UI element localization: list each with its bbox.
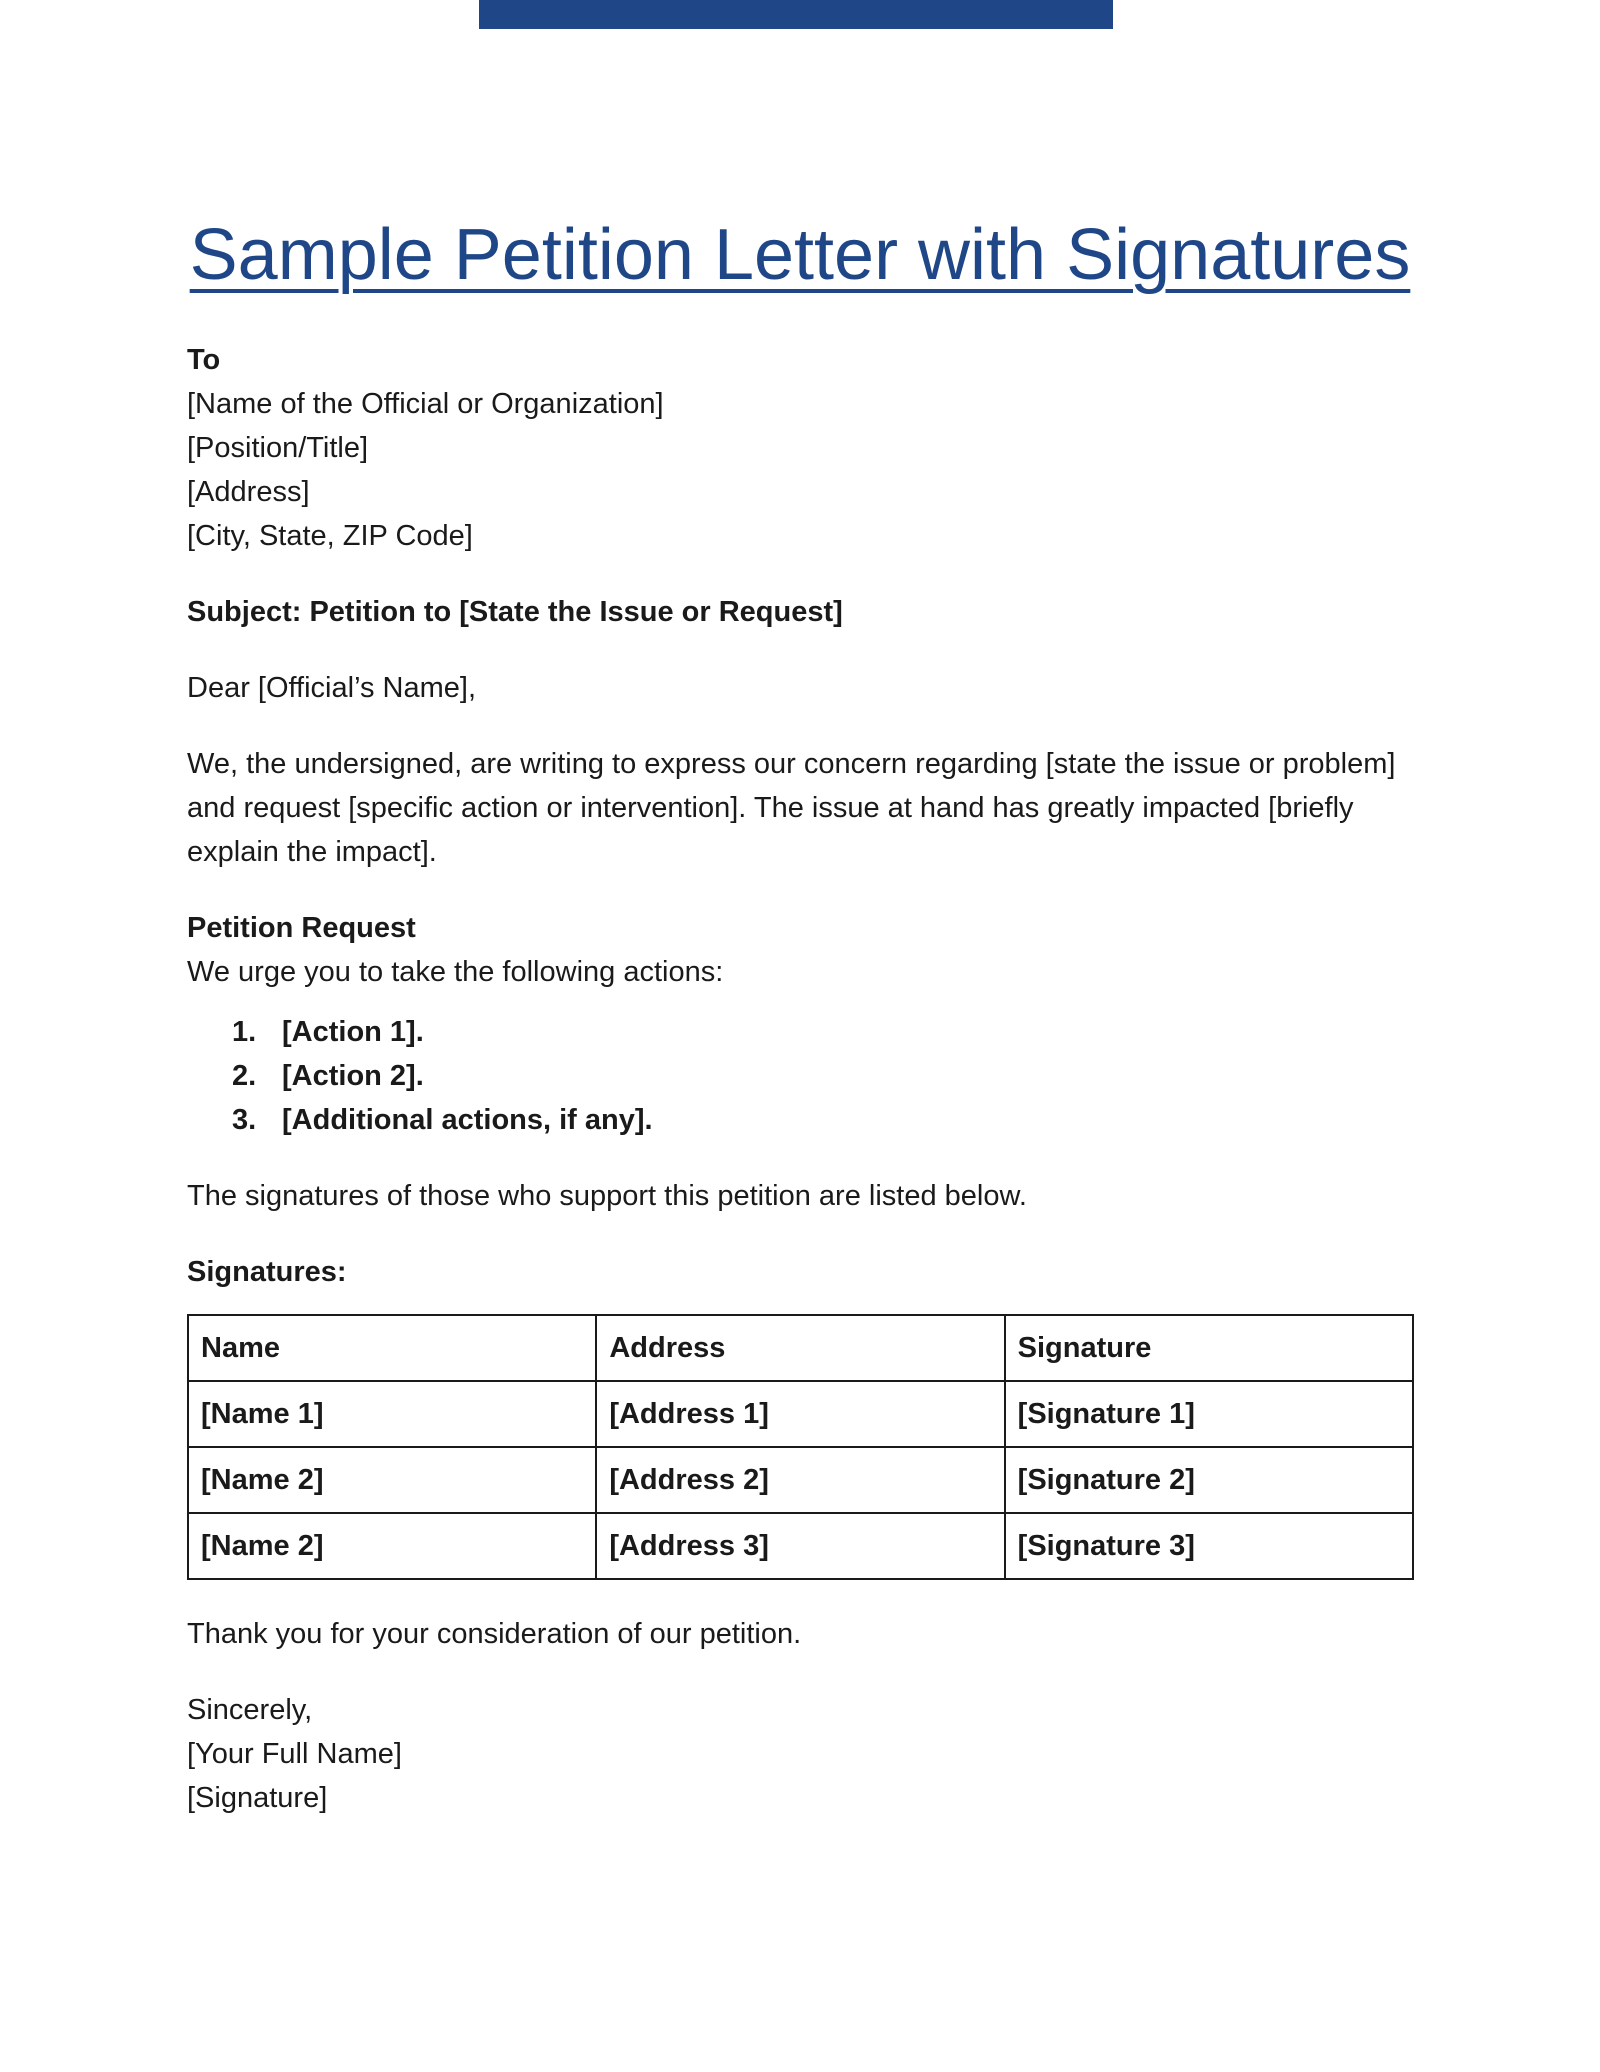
recipient-line: [Name of the Official or Organization] [187, 388, 664, 420]
signatures-intro: The signatures of those who support this petition are listed below. [187, 1180, 1027, 1212]
sender-name: [Your Full Name] [187, 1738, 402, 1770]
list-item: 1. [Action 1]. [232, 1016, 424, 1048]
table-cell: [Signature 2] [1005, 1447, 1413, 1513]
body-paragraph: We, the undersigned, are writing to express our concern regarding [state the issue or problem] and request [specific action or intervention]. The issue at hand has greatly impacted [briefly explain the impact]. [187, 748, 1396, 868]
recipient-line: [Address] [187, 476, 310, 508]
subject-line: Subject: Petition to [State the Issue or Request] [187, 596, 843, 628]
header-accent-bar [479, 0, 1113, 29]
actions-list [187, 1010, 1417, 1142]
table-cell: [Address 1] [596, 1381, 1004, 1447]
table-cell: [Signature 3] [1005, 1513, 1413, 1579]
letter-body [187, 338, 1417, 1820]
table-cell: [Name 2] [188, 1513, 596, 1579]
petition-request-intro: We urge you to take the following actions: [187, 956, 724, 988]
list-item: 3. [Additional actions, if any]. [232, 1104, 653, 1136]
recipient-line: [Position/Title] [187, 432, 369, 464]
signatures-heading: Signatures: [187, 1256, 347, 1288]
table-cell: [Name 1] [188, 1381, 596, 1447]
table-cell: [Address 3] [596, 1513, 1004, 1579]
table-row [188, 1381, 1413, 1447]
recipient-line: [City, State, ZIP Code] [187, 520, 473, 552]
table-row [188, 1447, 1413, 1513]
sender-signature: [Signature] [187, 1782, 328, 1814]
signatures-table [187, 1314, 1414, 1580]
table-header-cell: Name [188, 1315, 596, 1381]
recipient-to-label: To [187, 344, 221, 376]
table-header-row [188, 1315, 1413, 1381]
petition-request-heading: Petition Request [187, 912, 416, 944]
table-cell: [Name 2] [188, 1447, 596, 1513]
sign-off: Sincerely, [187, 1694, 313, 1726]
table-cell: [Address 2] [596, 1447, 1004, 1513]
document-title: Sample Petition Letter with Signatures [189, 215, 1411, 295]
table-row [188, 1513, 1413, 1579]
list-item: 2. [Action 2]. [232, 1060, 424, 1092]
table-cell: [Signature 1] [1005, 1381, 1413, 1447]
table-header-cell: Signature [1005, 1315, 1413, 1381]
salutation: Dear [Official’s Name], [187, 672, 477, 704]
closing-thanks: Thank you for your consideration of our petition. [187, 1618, 802, 1650]
table-header-cell: Address [596, 1315, 1004, 1381]
